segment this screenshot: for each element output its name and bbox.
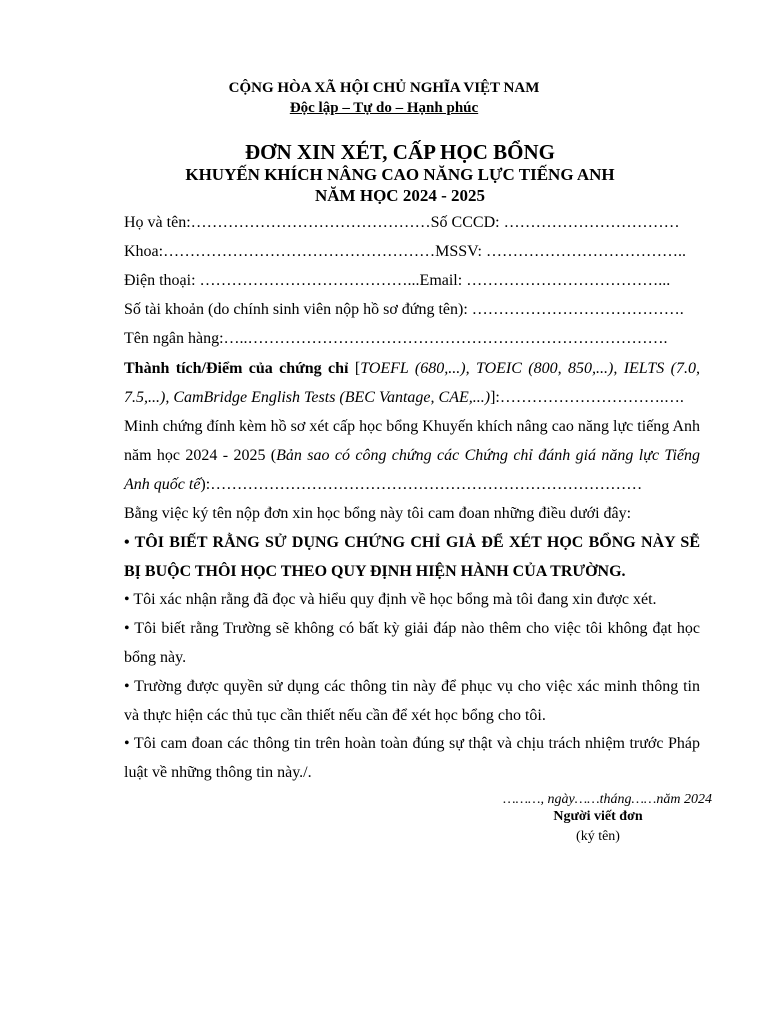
- phone-email-field-line: Điện thoại: …………………………………...Email: ………………………………...: [124, 272, 671, 289]
- achievement-examples: TOEFL (680,...), TOEIC (800, 850,...), IELTS (7.0, 7.5,...), CamBridge English Tests (BEC Vantage, CAE,...): [124, 360, 700, 406]
- evidence-text: Minh chứng đính kèm hồ sơ xét cấp học bổng Khuyến khích nâng cao năng lực tiếng Anh năm học 2024 - 2025 (: [124, 418, 700, 464]
- faculty-student-id-field-line: Khoa:……………………………………………MSSV: ………………………………..: [124, 243, 686, 260]
- bullet-data-use: • Trường được quyền sử dụng các thông tin này để phục vụ cho việc xác minh thông tin và thực hiện các thủ tục cần thiết nếu cần để xét học bổng cho tôi.: [124, 678, 700, 724]
- form-academic-year: NĂM HỌC 2024 - 2025: [315, 186, 485, 205]
- form-subtitle: KHUYẾN KHÍCH NÂNG CAO NĂNG LỰC TIẾNG ANH: [185, 165, 615, 184]
- achievement-close: ]:………………………….….: [490, 389, 684, 406]
- evidence-tail: ):………………………………………………………………………: [200, 476, 643, 493]
- bank-account-field-line: Số tài khoản (do chính sinh viên nộp hồ sơ đứng tên): ………………………………….: [124, 301, 684, 318]
- commitment-intro: Bằng việc ký tên nộp đơn xin học bổng này tôi cam đoan những điều dưới đây:: [124, 505, 632, 522]
- achievement-open: [: [348, 360, 361, 377]
- evidence-italic: Bản sao có công chứng các Chứng chỉ đánh giá năng lực Tiếng Anh quốc tế: [124, 447, 700, 493]
- signature-role: Người viết đơn: [553, 809, 643, 824]
- name-id-field-line: Họ và tên:………………………………………Số CCCD: ……………………………: [124, 214, 680, 231]
- bank-name-field-line: Tên ngân hàng:…..…………………………………………………………………….: [124, 330, 668, 347]
- national-motto: Độc lập – Tự do – Hạnh phúc: [289, 100, 479, 116]
- achievement-label: Thành tích/Điểm của chứng chỉ: [124, 360, 349, 377]
- bullet-warning: • TÔI BIẾT RẰNG SỬ DỤNG CHỨNG CHỈ GIẢ ĐỂ XÉT HỌC BỔNG NÀY SẼ BỊ BUỘC THÔI HỌC THEO QUY ĐỊNH HIỆN HÀNH CỦA TRƯỜNG.: [124, 534, 700, 580]
- signature-date: ………, ngày……tháng……năm 2024: [503, 792, 712, 807]
- form-title: ĐƠN XIN XÉT, CẤP HỌC BỔNG: [245, 140, 555, 164]
- country-name: CỘNG HÒA XÃ HỘI CHỦ NGHĨA VIỆT NAM: [228, 80, 540, 96]
- signature-note: (ký tên): [576, 829, 620, 844]
- bullet-no-response: • Tôi biết rằng Trường sẽ không có bất kỳ giải đáp nào thêm cho việc tôi không đạt học bổng này.: [124, 620, 700, 666]
- achievement-paragraph: [124, 354, 700, 412]
- bullet-truth: • Tôi cam đoan các thông tin trên hoàn toàn đúng sự thật và chịu trách nhiệm trước Pháp luật về những thông tin này./.: [124, 735, 700, 781]
- evidence-paragraph: [124, 412, 700, 499]
- bullet-acknowledge: • Tôi xác nhận rằng đã đọc và hiểu quy định về học bổng mà tôi đang xin được xét.: [124, 591, 657, 608]
